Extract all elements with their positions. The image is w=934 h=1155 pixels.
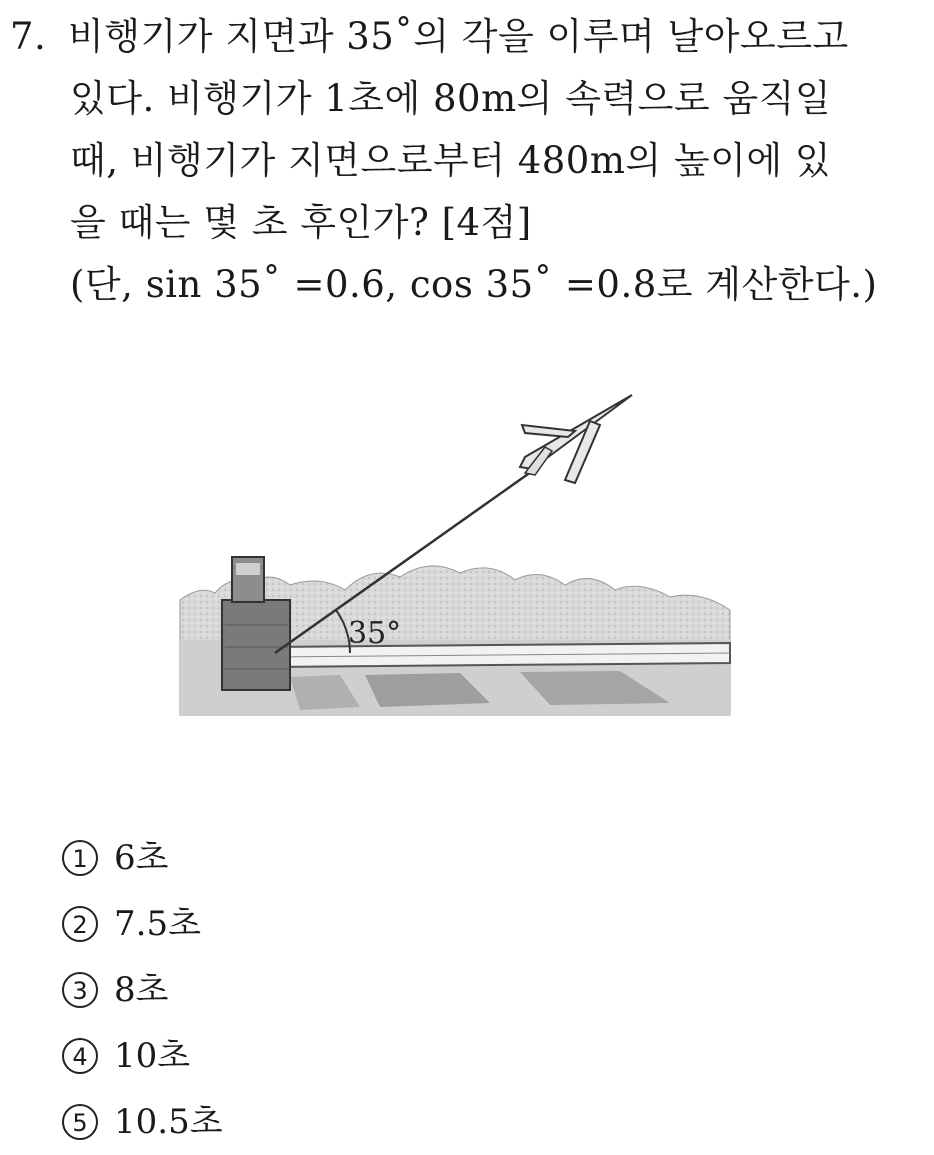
airplane-figure: [170, 385, 740, 725]
choice-value: 10초: [114, 1036, 191, 1076]
choice-marker: 2: [62, 906, 98, 942]
question-text: [10, 6, 925, 316]
choice-marker: 5: [62, 1104, 98, 1140]
question-line-3: 때, 비행기가 지면으로부터 480m의 높이에 있: [70, 139, 832, 182]
choice-5[interactable]: [62, 1089, 223, 1155]
choice-value: 10.5초: [114, 1102, 223, 1142]
choice-marker: 1: [62, 840, 98, 876]
question-number: 7.: [10, 15, 47, 58]
question-condition: (단, sin 35˚ =0.6, cos 35˚ =0.8로 계산한다.): [70, 263, 878, 306]
choice-marker: 4: [62, 1038, 98, 1074]
choice-value: 6초: [114, 838, 169, 878]
answer-choices: [62, 825, 223, 1155]
choice-value: 7.5초: [114, 904, 201, 944]
control-tower: [222, 600, 290, 690]
choice-marker: 3: [62, 972, 98, 1008]
question-line-4: 을 때는 몇 초 후인가? [4점]: [70, 201, 532, 244]
question-line-2: 있다. 비행기가 1초에 80m의 속력으로 움직일: [70, 77, 832, 120]
choice-2[interactable]: [62, 891, 223, 957]
choice-value: 8초: [114, 970, 169, 1010]
choice-4[interactable]: [62, 1023, 223, 1089]
choice-3[interactable]: [62, 957, 223, 1023]
angle-label: 35°: [348, 616, 402, 651]
airplane-icon: [520, 395, 632, 483]
question-line-1: 7. 비행기가 지면과 35˚의 각을 이루며 날아오르고: [10, 6, 925, 68]
choice-1[interactable]: [62, 825, 223, 891]
